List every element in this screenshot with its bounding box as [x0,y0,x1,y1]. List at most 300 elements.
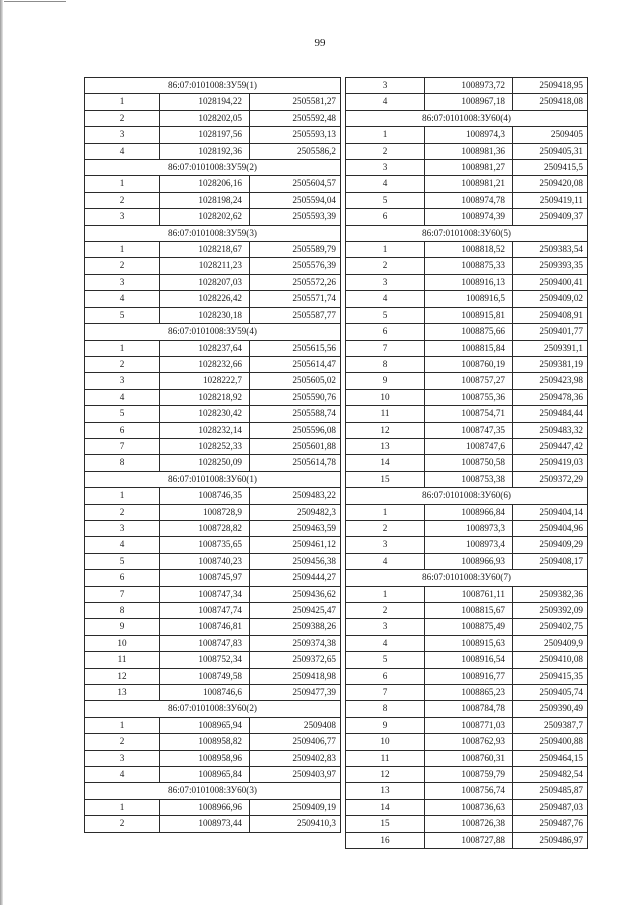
parcel-header-row [85,324,341,340]
table-row [346,504,588,520]
x-coordinate: 1008974,39 [425,209,513,225]
x-coordinate: 1008875,49 [425,619,513,635]
table-row [346,127,588,143]
x-coordinate: 1008754,71 [425,406,513,422]
x-coordinate: 1008726,38 [425,816,513,832]
table-row [346,471,588,487]
y-coordinate: 2505589,79 [250,242,341,258]
table-row [346,242,588,258]
x-coordinate: 1028207,03 [160,274,250,290]
y-coordinate: 2505586,2 [250,143,341,159]
coordinates-table-left [84,77,341,833]
parcel-header-row [346,488,588,504]
y-coordinate: 2509391,1 [513,340,588,356]
x-coordinate: 1008771,03 [425,717,513,733]
parcel-code: 86:07:0101008:ЗУ60(6) [346,488,588,504]
y-coordinate: 2509408 [250,717,341,733]
table-row [346,717,588,733]
x-coordinate: 1028226,42 [160,291,250,307]
x-coordinate: 1008728,82 [160,520,250,536]
point-number: 7 [85,586,160,602]
parcel-code: 86:07:0101008:ЗУ60(3) [85,783,341,799]
y-coordinate: 2505601,88 [250,438,341,454]
y-coordinate: 2509409,29 [513,537,588,553]
y-coordinate: 2505615,56 [250,340,341,356]
table-row [346,422,588,438]
x-coordinate: 1008965,94 [160,717,250,733]
table-row [85,291,341,307]
point-number: 15 [346,471,425,487]
x-coordinate: 1008740,23 [160,553,250,569]
table-row [346,291,588,307]
y-coordinate: 2505593,13 [250,127,341,143]
y-coordinate: 2509409,37 [513,209,588,225]
x-coordinate: 1008958,82 [160,734,250,750]
x-coordinate: 1008746,35 [160,488,250,504]
y-coordinate: 2509447,42 [513,438,588,454]
table-row [85,668,341,684]
y-coordinate: 2509404,96 [513,520,588,536]
x-coordinate: 1008981,27 [425,160,513,176]
x-coordinate: 1008752,34 [160,652,250,668]
point-number: 7 [85,438,160,454]
y-coordinate: 2509404,14 [513,504,588,520]
table-row [85,356,341,372]
table-row [346,701,588,717]
table-row [346,767,588,783]
y-coordinate: 2505587,77 [250,307,341,323]
table-row [346,619,588,635]
x-coordinate: 1028237,64 [160,340,250,356]
point-number: 1 [346,504,425,520]
point-number: 10 [346,734,425,750]
point-number: 4 [85,143,160,159]
y-coordinate: 2509401,77 [513,324,588,340]
x-coordinate: 1028194,22 [160,94,250,110]
table-row [346,537,588,553]
table-row [346,176,588,192]
y-coordinate: 2509405 [513,127,588,143]
x-coordinate: 1028197,56 [160,127,250,143]
table-row [85,619,341,635]
table-row [85,734,341,750]
point-number: 3 [85,274,160,290]
point-number: 5 [346,307,425,323]
x-coordinate: 1028230,18 [160,307,250,323]
point-number: 7 [346,340,425,356]
parcel-code: 86:07:0101008:ЗУ60(2) [85,701,341,717]
x-coordinate: 1008966,84 [425,504,513,520]
y-coordinate: 2505614,78 [250,455,341,471]
x-coordinate: 1028252,33 [160,438,250,454]
x-coordinate: 1008967,18 [425,94,513,110]
point-number: 11 [346,406,425,422]
y-coordinate: 2509415,35 [513,668,588,684]
table-row [346,78,588,94]
table-row [346,799,588,815]
point-number: 11 [346,750,425,766]
table-row [346,586,588,602]
y-coordinate: 2509388,26 [250,619,341,635]
table-row [85,586,341,602]
x-coordinate: 1008818,52 [425,242,513,258]
table-row [346,192,588,208]
table-row [85,242,341,258]
point-number: 9 [346,717,425,733]
x-coordinate: 1008965,84 [160,767,250,783]
point-number: 12 [346,767,425,783]
point-number: 2 [85,258,160,274]
y-coordinate: 2509403,97 [250,767,341,783]
x-coordinate: 1008981,36 [425,143,513,159]
y-coordinate: 2509410,08 [513,652,588,668]
page-number: 99 [314,37,326,49]
parcel-header-row [346,110,588,126]
y-coordinate: 2509400,88 [513,734,588,750]
table-row [85,94,341,110]
table-row [346,160,588,176]
table-row [85,767,341,783]
point-number: 3 [85,520,160,536]
point-number: 1 [85,799,160,815]
table-row [85,127,341,143]
parcel-code: 86:07:0101008:ЗУ59(2) [85,160,341,176]
x-coordinate: 1008753,38 [425,471,513,487]
x-coordinate: 1008875,33 [425,258,513,274]
point-number: 1 [346,127,425,143]
parcel-code: 86:07:0101008:ЗУ59(3) [85,225,341,241]
x-coordinate: 1008875,66 [425,324,513,340]
y-coordinate: 2509419,03 [513,455,588,471]
table-row [346,340,588,356]
table-row [85,603,341,619]
point-number: 13 [346,438,425,454]
table-row [346,750,588,766]
point-number: 3 [346,78,425,94]
table-row [85,750,341,766]
x-coordinate: 1008974,78 [425,192,513,208]
table-row [85,553,341,569]
x-coordinate: 1008747,35 [425,422,513,438]
y-coordinate: 2509444,27 [250,570,341,586]
point-number: 3 [85,750,160,766]
point-number: 8 [85,455,160,471]
y-coordinate: 2509420,08 [513,176,588,192]
y-coordinate: 2509425,47 [250,603,341,619]
x-coordinate: 1028202,62 [160,209,250,225]
point-number: 5 [346,652,425,668]
y-coordinate: 2509482,54 [513,767,588,783]
table-row [85,455,341,471]
point-number: 8 [346,356,425,372]
y-coordinate: 2505592,48 [250,110,341,126]
x-coordinate: 1028222,7 [160,373,250,389]
x-coordinate: 1008916,54 [425,652,513,668]
point-number: 3 [346,537,425,553]
table-row [85,373,341,389]
y-coordinate: 2509486,97 [513,832,588,848]
table-row [85,258,341,274]
scan-edge [0,0,3,905]
table-row [346,520,588,536]
x-coordinate: 1008761,11 [425,586,513,602]
x-coordinate: 1008760,19 [425,356,513,372]
x-coordinate: 1028202,05 [160,110,250,126]
point-number: 11 [85,652,160,668]
point-number: 3 [85,127,160,143]
y-coordinate: 2509436,62 [250,586,341,602]
table-row [85,799,341,815]
y-coordinate: 2509392,09 [513,603,588,619]
point-number: 1 [85,94,160,110]
table-row [85,438,341,454]
table-row [85,504,341,520]
parcel-code: 86:07:0101008:ЗУ60(4) [346,110,588,126]
point-number: 1 [85,488,160,504]
x-coordinate: 1008815,84 [425,340,513,356]
point-number: 2 [346,143,425,159]
table-row [346,734,588,750]
point-number: 10 [346,389,425,405]
x-coordinate: 1008746,81 [160,619,250,635]
table-row [346,668,588,684]
y-coordinate: 2505590,76 [250,389,341,405]
point-number: 4 [346,635,425,651]
point-number: 1 [346,242,425,258]
table-row [346,324,588,340]
table-row [346,685,588,701]
x-coordinate: 1008973,3 [425,520,513,536]
point-number: 12 [85,668,160,684]
y-coordinate: 2509483,22 [250,488,341,504]
point-number: 9 [85,619,160,635]
y-coordinate: 2509372,65 [250,652,341,668]
table-row [85,570,341,586]
x-coordinate: 1028232,14 [160,422,250,438]
point-number: 13 [346,783,425,799]
point-number: 14 [346,455,425,471]
table-row [346,274,588,290]
table-row [346,603,588,619]
y-coordinate: 2509390,49 [513,701,588,717]
point-number: 4 [85,537,160,553]
y-coordinate: 2509484,44 [513,406,588,422]
x-coordinate: 1008762,93 [425,734,513,750]
y-coordinate: 2505588,74 [250,406,341,422]
point-number: 5 [346,192,425,208]
x-coordinate: 1008958,96 [160,750,250,766]
point-number: 3 [346,274,425,290]
table-row [346,553,588,569]
x-coordinate: 1028218,67 [160,242,250,258]
parcel-header-row [85,78,341,94]
x-coordinate: 1008757,27 [425,373,513,389]
x-coordinate: 1008916,77 [425,668,513,684]
x-coordinate: 1008915,63 [425,635,513,651]
parcel-header-row [85,701,341,717]
y-coordinate: 2509415,5 [513,160,588,176]
y-coordinate: 2509410,3 [250,816,341,832]
point-number: 3 [346,619,425,635]
table-row [346,406,588,422]
point-number: 2 [85,816,160,832]
y-coordinate: 2509418,95 [513,78,588,94]
y-coordinate: 2509408,17 [513,553,588,569]
x-coordinate: 1028206,16 [160,176,250,192]
x-coordinate: 1008750,58 [425,455,513,471]
x-coordinate: 1008728,9 [160,504,250,520]
point-number: 5 [85,406,160,422]
x-coordinate: 1028192,36 [160,143,250,159]
y-coordinate: 2509382,36 [513,586,588,602]
table-row [346,438,588,454]
y-coordinate: 2509402,75 [513,619,588,635]
coordinates-table-right [345,77,588,849]
y-coordinate: 2505614,47 [250,356,341,372]
x-coordinate: 1008759,79 [425,767,513,783]
point-number: 4 [346,291,425,307]
parcel-header-row [85,160,341,176]
y-coordinate: 2509381,19 [513,356,588,372]
x-coordinate: 1008760,31 [425,750,513,766]
table-row [85,110,341,126]
table-row [85,717,341,733]
table-row [85,816,341,832]
table-row [85,520,341,536]
table-row [346,389,588,405]
table-row [346,94,588,110]
point-number: 2 [346,520,425,536]
parcel-code: 86:07:0101008:ЗУ60(7) [346,570,588,586]
table-row [85,340,341,356]
point-number: 4 [85,389,160,405]
point-number: 15 [346,816,425,832]
y-coordinate: 2509461,12 [250,537,341,553]
y-coordinate: 2509400,41 [513,274,588,290]
parcel-header-row [346,570,588,586]
table-row [346,816,588,832]
point-number: 2 [85,192,160,208]
table-row [85,176,341,192]
x-coordinate: 1008736,63 [425,799,513,815]
table-row [346,356,588,372]
x-coordinate: 1008973,72 [425,78,513,94]
parcel-code: 86:07:0101008:ЗУ60(1) [85,471,341,487]
table-row [346,832,588,848]
y-coordinate: 2505571,74 [250,291,341,307]
y-coordinate: 2505581,27 [250,94,341,110]
point-number: 13 [85,685,160,701]
x-coordinate: 1008981,21 [425,176,513,192]
x-coordinate: 1008815,67 [425,603,513,619]
x-coordinate: 1008745,97 [160,570,250,586]
point-number: 2 [85,110,160,126]
y-coordinate: 2509487,03 [513,799,588,815]
x-coordinate: 1008746,6 [160,685,250,701]
y-coordinate: 2505604,57 [250,176,341,192]
y-coordinate: 2509419,11 [513,192,588,208]
table-row [85,274,341,290]
parcel-header-row [85,225,341,241]
table-row [85,685,341,701]
parcel-header-row [346,225,588,241]
table-row [346,373,588,389]
point-number: 1 [346,586,425,602]
point-number: 3 [85,373,160,389]
point-number: 8 [346,701,425,717]
y-coordinate: 2509418,08 [513,94,588,110]
table-row [346,258,588,274]
y-coordinate: 2509418,98 [250,668,341,684]
point-number: 1 [85,176,160,192]
y-coordinate: 2509409,19 [250,799,341,815]
table-row [85,537,341,553]
point-number: 3 [346,160,425,176]
x-coordinate: 1008966,93 [425,553,513,569]
x-coordinate: 1008727,88 [425,832,513,848]
x-coordinate: 1008747,6 [425,438,513,454]
point-number: 1 [85,717,160,733]
table-row [346,307,588,323]
point-number: 2 [346,603,425,619]
y-coordinate: 2505576,39 [250,258,341,274]
x-coordinate: 1008973,44 [160,816,250,832]
table-row [85,488,341,504]
x-coordinate: 1008747,74 [160,603,250,619]
y-coordinate: 2509463,59 [250,520,341,536]
y-coordinate: 2505594,04 [250,192,341,208]
point-number: 1 [85,340,160,356]
y-coordinate: 2505605,02 [250,373,341,389]
point-number: 14 [346,799,425,815]
point-number: 1 [85,242,160,258]
x-coordinate: 1008735,65 [160,537,250,553]
point-number: 5 [85,307,160,323]
point-number: 6 [85,422,160,438]
table-row [85,192,341,208]
table-row [346,455,588,471]
table-row [85,143,341,159]
y-coordinate: 2509408,91 [513,307,588,323]
table-row [346,143,588,159]
x-coordinate: 1028211,23 [160,258,250,274]
x-coordinate: 1008916,13 [425,274,513,290]
table-row [85,209,341,225]
table-row [85,389,341,405]
y-coordinate: 2505593,39 [250,209,341,225]
parcel-header-row [85,783,341,799]
x-coordinate: 1008974,3 [425,127,513,143]
point-number: 7 [346,685,425,701]
table-row [85,635,341,651]
y-coordinate: 2509487,76 [513,816,588,832]
y-coordinate: 2509393,35 [513,258,588,274]
y-coordinate: 2509485,87 [513,783,588,799]
y-coordinate: 2509423,98 [513,373,588,389]
point-number: 4 [346,94,425,110]
x-coordinate: 1008973,4 [425,537,513,553]
point-number: 3 [85,209,160,225]
point-number: 5 [85,553,160,569]
parcel-code: 86:07:0101008:ЗУ59(4) [85,324,341,340]
scan-mark [4,1,66,2]
y-coordinate: 2509405,74 [513,685,588,701]
x-coordinate: 1008916,5 [425,291,513,307]
table-row [346,783,588,799]
point-number: 6 [85,570,160,586]
point-number: 2 [346,258,425,274]
x-coordinate: 1008915,81 [425,307,513,323]
